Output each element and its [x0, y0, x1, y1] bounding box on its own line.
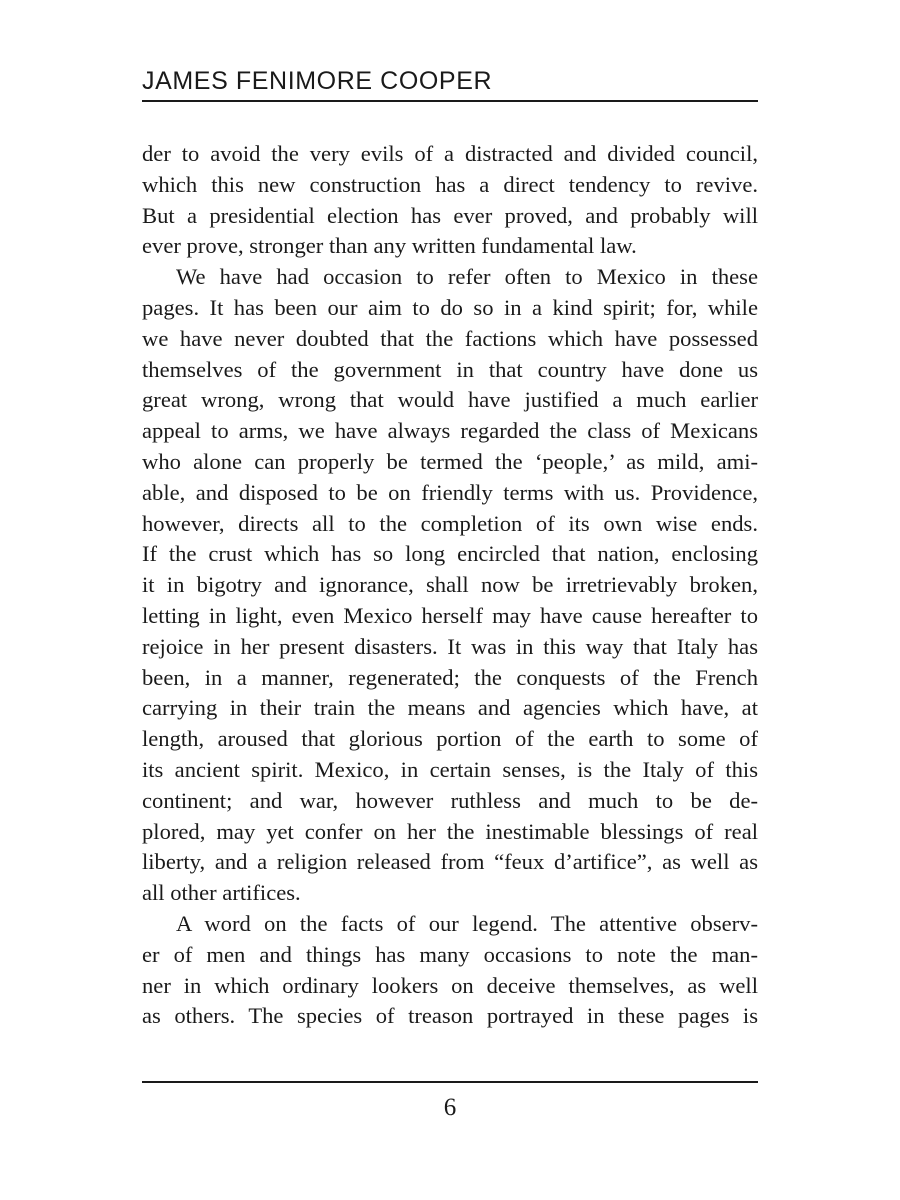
text-line: continent; and war, however ruthless and much to be de- — [142, 787, 758, 813]
text-line: we have never doubted that the factions which have possessed — [142, 325, 758, 351]
text-line: themselves of the government in that country have done us — [142, 356, 758, 382]
text-line: all other artifices. — [142, 880, 301, 906]
page-number: 6 — [443, 1094, 457, 1121]
text-line: its ancient spirit. Mexico, in certain senses, is the Italy of this — [142, 756, 758, 782]
text-line: letting in light, even Mexico herself may have cause hereafter to — [142, 602, 758, 628]
text-line: plored, may yet confer on her the inestimable blessings of real — [142, 818, 758, 844]
paragraph — [142, 139, 758, 262]
paragraph — [142, 262, 758, 909]
text-line: We have had occasion to refer often to Mexico in these — [176, 264, 758, 290]
text-line: however, directs all to the completion of its own wise ends. — [142, 510, 758, 536]
text-line: der to avoid the very evils of a distracted and divided council, — [142, 141, 758, 166]
text-line: as others. The species of treason portrayed in these pages is — [142, 1003, 758, 1029]
text-line: able, and disposed to be on friendly terms with us. Providence, — [142, 479, 758, 505]
header-rule — [142, 100, 758, 102]
paragraph — [142, 909, 758, 1032]
text-line: appeal to arms, we have always regarded the class of Mexicans — [142, 418, 758, 444]
text-line: ner in which ordinary lookers on deceive themselves, as well — [142, 972, 758, 998]
text-line: who alone can properly be termed the ‘people,’ as mild, ami- — [142, 448, 758, 474]
text-line: which this new construction has a direct tendency to revive. — [142, 171, 758, 197]
text-line: pages. It has been our aim to do so in a kind spirit; for, while — [142, 294, 758, 320]
running-head: JAMES FENIMORE COOPER — [142, 67, 493, 95]
text-line: it in bigotry and ignorance, shall now be irretrievably broken, — [142, 572, 758, 598]
text-line: A word on the facts of our legend. The attentive observ- — [176, 910, 758, 936]
text-line: rejoice in her present disasters. It was in this way that Italy has — [142, 633, 758, 659]
text-line: er of men and things has many occasions to note the man- — [142, 941, 758, 967]
text-line: length, aroused that glorious portion of the earth to some of — [142, 726, 758, 752]
text-line: If the crust which has so long encircled that nation, enclosing — [142, 541, 758, 567]
text-line: great wrong, wrong that would have justified a much earlier — [142, 387, 758, 413]
text-line: liberty, and a religion released from “feux d’artifice”, as well as — [142, 849, 758, 875]
text-line: But a presidential election has ever proved, and probably will — [142, 202, 758, 228]
text-line: ever prove, stronger than any written fundamental law. — [142, 233, 637, 259]
text-line: carrying in their train the means and agencies which have, at — [142, 695, 758, 721]
text-line: been, in a manner, regenerated; the conquests of the French — [142, 664, 758, 690]
footer-rule — [142, 1081, 758, 1083]
body-text — [142, 139, 758, 1032]
